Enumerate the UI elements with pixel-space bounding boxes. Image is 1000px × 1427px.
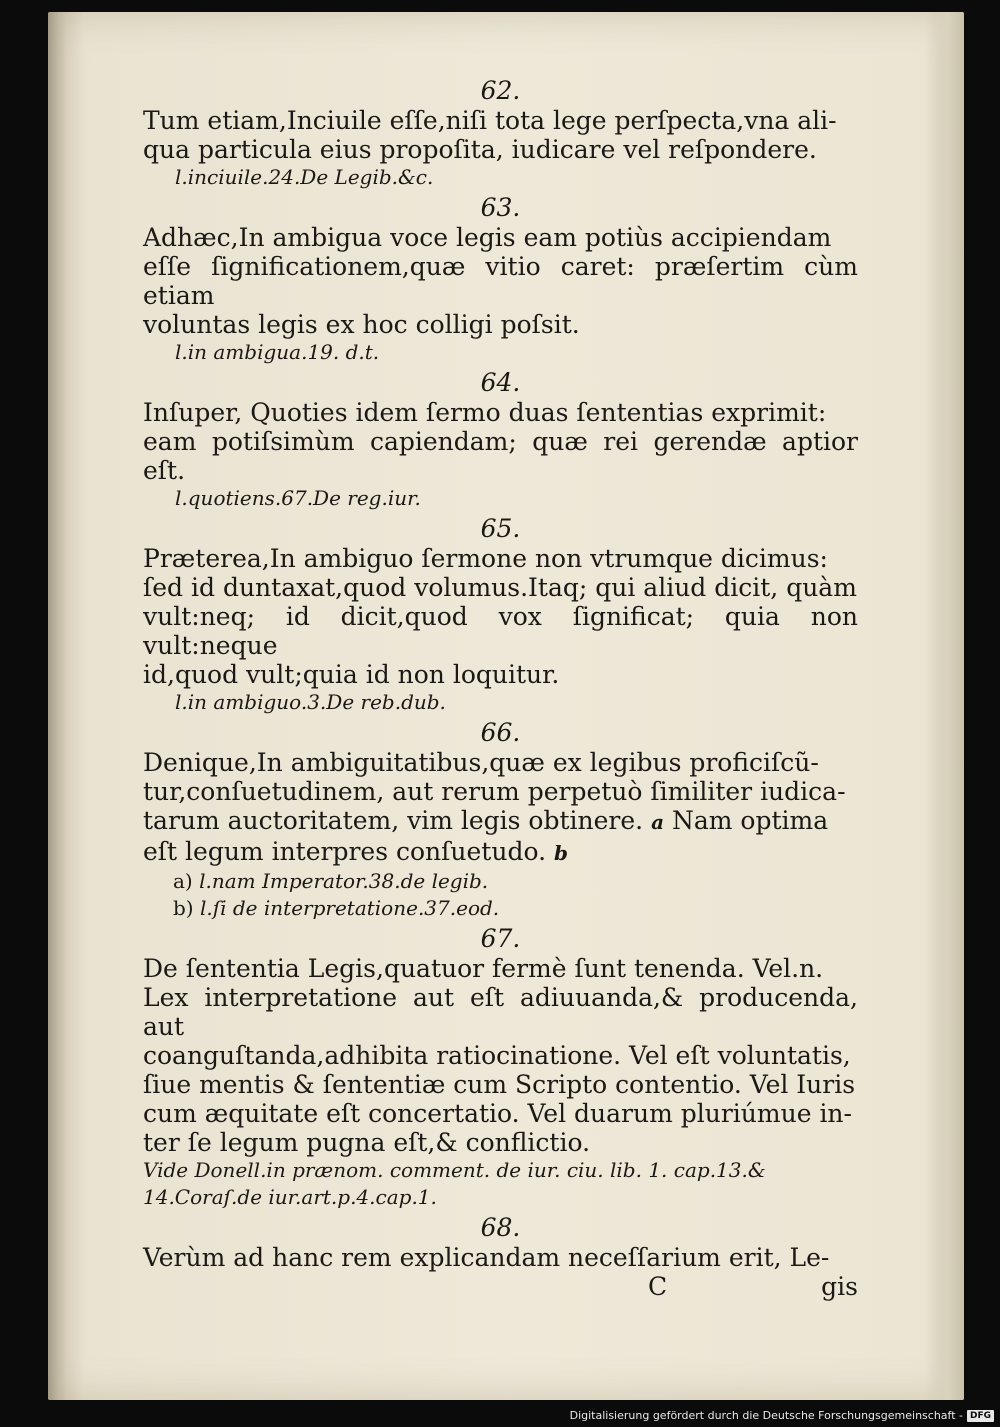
- paragraph-67: [143, 954, 858, 1157]
- text-line: vult:neq; id dicit,quod vox ſignificat; quia non vult:neque: [143, 602, 858, 660]
- page-binding-shadow: [48, 12, 66, 1400]
- footnote-mark-a: a: [651, 810, 665, 834]
- section-number: 66.: [480, 718, 521, 747]
- text-line: [143, 806, 858, 837]
- page-edge: [924, 12, 964, 1400]
- text-line: ſiue mentis & ſententiæ cum Scripto contentio. Vel Iuris: [143, 1070, 856, 1099]
- text-line: De ſententia Legis,quatuor fermè ſunt tenenda. Vel.n.: [143, 954, 824, 983]
- section-number: 63.: [480, 193, 521, 222]
- footnotes: [143, 868, 858, 922]
- section-number: 67.: [480, 924, 521, 953]
- book-page: [48, 12, 964, 1400]
- footnote: [173, 868, 858, 895]
- text-segment: eſt legum interpres conſuetudo.: [143, 837, 547, 866]
- text-line: coanguſtanda,adhibita ratiocinatione. Vel eſt voluntatis,: [143, 1041, 851, 1070]
- paragraph-63: [143, 223, 858, 339]
- digitization-footer: [570, 1409, 994, 1422]
- dfg-logo: DFG: [967, 1410, 994, 1422]
- signature-mark: C: [648, 1272, 668, 1301]
- footnote-text: l.ſi de interpretatione.37.eod.: [199, 896, 500, 920]
- section-number: 64.: [480, 368, 521, 397]
- text-line: qua particula eius propoſita, iudicare vel reſpondere.: [143, 135, 817, 164]
- page-text: [143, 74, 858, 1306]
- citation: l.in ambiguo.3.De reb.dub.: [175, 690, 446, 714]
- paragraph-68: [143, 1243, 858, 1272]
- footer-text: Digitalisierung gefördert durch die Deutsche Forschungsgemeinschaft -: [569, 1409, 963, 1422]
- footnote-label: a): [173, 869, 193, 893]
- text-line: cum æquitate eſt concertatio. Vel duarum pluriúmue in-: [143, 1099, 852, 1128]
- text-line: ſed id duntaxat,quod volumus.Itaq; qui aliud dicit, quàm: [143, 573, 857, 602]
- text-line: Tum etiam,Inciuile eſſe,niſi tota lege perſpecta,vna ali-: [143, 106, 837, 135]
- text-line: Præterea,In ambiguo ſermone non vtrumque dicimus:: [143, 544, 828, 573]
- citation-line: Vide Donell.in prænom. comment. de iur. ciu. lib. 1. cap.13.&: [143, 1158, 766, 1182]
- text-line: Lex interpretatione aut eſt adiuuanda,& producenda, aut: [143, 983, 858, 1041]
- text-line: voluntas legis ex hoc colligi poſsit.: [143, 310, 580, 339]
- footnote-text: l.nam Imperator.38.de legib.: [199, 869, 489, 893]
- citation: l.in ambigua.19. d.t.: [175, 340, 380, 364]
- text-line: Adhæc,In ambigua voce legis eam potiùs accipiendam: [143, 223, 832, 252]
- paragraph-66: [143, 748, 858, 868]
- citation-line: 14.Coraſ.de iur.art.p.4.cap.1.: [143, 1185, 437, 1209]
- footnote-mark-b: b: [553, 841, 568, 865]
- text-line: ter ſe legum pugna eſt,& conflictio.: [143, 1128, 591, 1157]
- section-number: 68.: [480, 1213, 521, 1242]
- section-number: 65.: [480, 514, 521, 543]
- text-line: Inſuper, Quoties idem ſermo duas ſententias exprimit:: [143, 398, 827, 427]
- text-segment: tarum auctoritatem, vim legis obtinere.: [143, 806, 644, 835]
- citation: l.quotiens.67.De reg.iur.: [175, 486, 421, 510]
- page-number: 62.: [480, 76, 521, 105]
- text-line: [143, 837, 858, 868]
- citation: l.inciuile.24.De Legib.&c.: [175, 165, 434, 189]
- citation: [143, 1157, 858, 1211]
- text-line: Verùm ad hanc rem explicandam neceſſarium erit, Le-: [143, 1243, 830, 1272]
- footnote: [173, 895, 858, 922]
- paragraph-65: [143, 544, 858, 689]
- text-line: tur,conſuetudinem, aut rerum perpetuò ſimiliter iudica-: [143, 777, 846, 806]
- paragraph-62: [143, 106, 858, 164]
- text-line: eſſe ſignificationem,quæ vitio caret: præſertim cùm etiam: [143, 252, 858, 310]
- footnote-label: b): [173, 896, 194, 920]
- text-line: eam potiſsimùm capiendam; quæ rei gerendæ aptior eſt.: [143, 427, 858, 485]
- catchword: gis: [821, 1272, 858, 1301]
- page-foot: [143, 1272, 858, 1306]
- text-line: Denique,In ambiguitatibus,quæ ex legibus proficiſcũ-: [143, 748, 819, 777]
- text-segment: Nam optima: [672, 806, 829, 835]
- text-line: id,quod vult;quia id non loquitur.: [143, 660, 560, 689]
- paragraph-64: [143, 398, 858, 485]
